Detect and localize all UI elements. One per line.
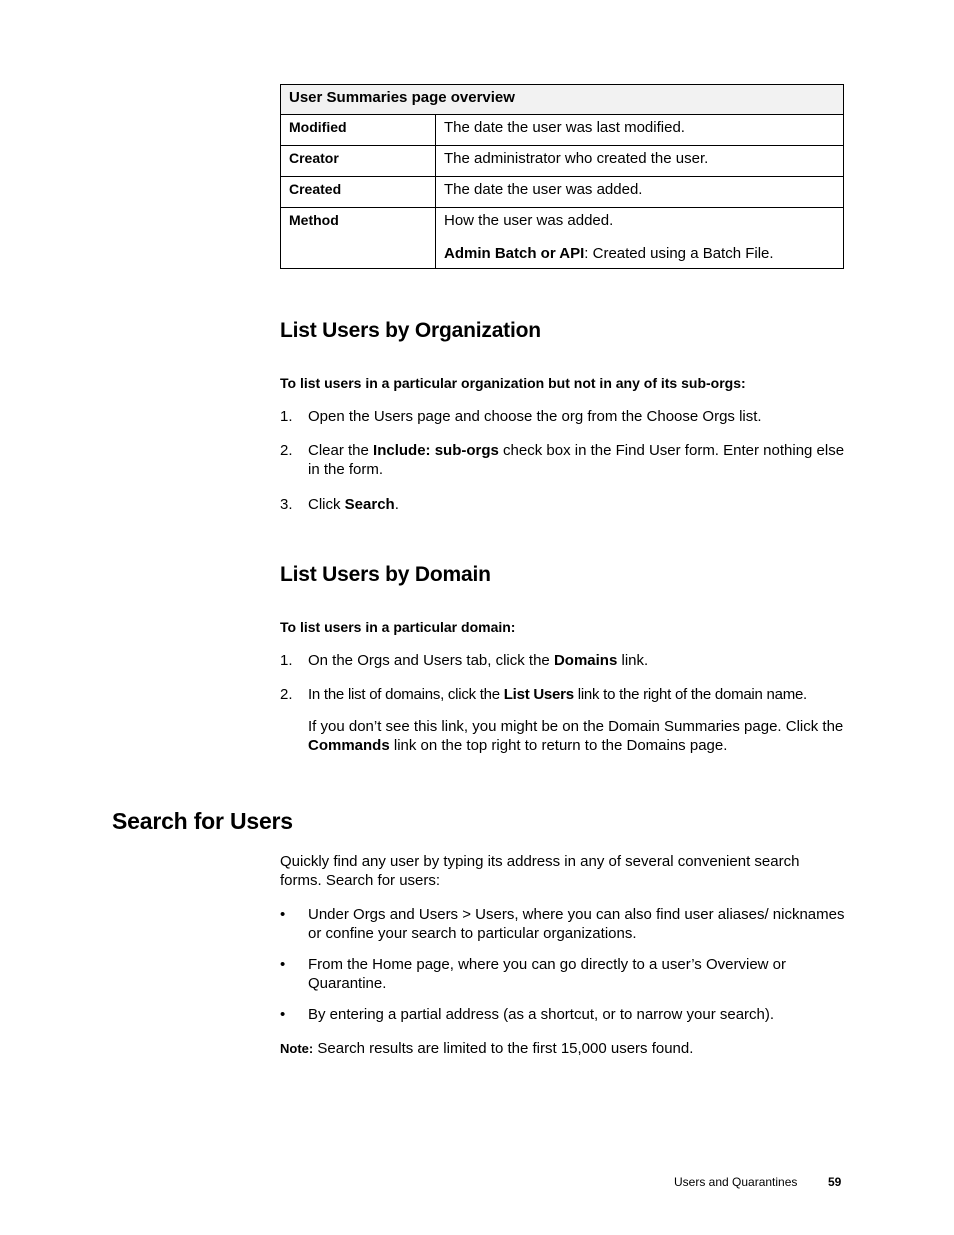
- table-row: [281, 146, 844, 177]
- method-extra-rest: : Created using a Batch File.: [584, 245, 774, 262]
- table-desc: The date the user was last modified.: [436, 115, 844, 146]
- table-desc: The administrator who created the user.: [436, 146, 844, 177]
- domain-section-title: List Users by Domain: [280, 563, 491, 586]
- table-desc: The date the user was added.: [436, 177, 844, 208]
- bullet-text: Under Orgs and Users > Users, where you can also find user aliases/ nicknames or confine your search to particular organizations.: [308, 906, 845, 942]
- step-text: On the Orgs and Users tab, click the Domains link.: [308, 652, 649, 669]
- note-text: Search results are limited to the first 15,000 users found.: [313, 1040, 694, 1057]
- step-text: Click Search.: [308, 496, 399, 513]
- step-number: 1.: [280, 408, 293, 425]
- method-extra: [444, 245, 835, 268]
- step-text: Open the Users page and choose the org from the Choose Orgs list.: [308, 408, 762, 425]
- method-extra-bold: Admin Batch or API: [444, 245, 585, 262]
- page-number: 59: [828, 1175, 842, 1189]
- bullet-text: From the Home page, where you can go directly to a user’s Overview or Quarantine.: [308, 956, 786, 992]
- bullet: •: [280, 1006, 286, 1023]
- step-text: Clear the Include: sub-orgs check box in the Find User form. Enter nothing else in the form.: [308, 442, 845, 478]
- footer-chapter: Users and Quarantines: [674, 1175, 798, 1189]
- method-desc: How the user was added.: [444, 212, 614, 229]
- table-term: Creator: [281, 146, 436, 177]
- org-section-lead: To list users in a particular organization but not in any of its sub-orgs:: [280, 375, 746, 391]
- user-summaries-table: [280, 84, 844, 269]
- note-label: Note:: [280, 1041, 314, 1056]
- domain-note: If you don’t see this link, you might be on the Domain Summaries page. Click the Commands link on the top right to return to the Domains page.: [308, 718, 844, 754]
- bullet: •: [280, 956, 286, 973]
- search-section-title: Search for Users: [112, 808, 293, 834]
- table-term: Modified: [281, 115, 436, 146]
- domain-section-lead: To list users in a particular domain:: [280, 619, 516, 635]
- table-desc-method: [436, 208, 844, 269]
- table-row: [281, 115, 844, 146]
- bullet: •: [280, 906, 286, 923]
- step-number: 2.: [280, 442, 293, 459]
- table-row: [281, 177, 844, 208]
- org-section-title: List Users by Organization: [280, 319, 541, 342]
- step-number: 1.: [280, 652, 293, 669]
- search-intro: Quickly find any user by typing its address in any of several convenient search forms. Search for users:: [280, 853, 800, 889]
- table-header: User Summaries page overview: [281, 85, 844, 115]
- table-term: Created: [281, 177, 436, 208]
- table-row: [281, 208, 844, 269]
- step-number: 3.: [280, 496, 293, 513]
- bullet-text: By entering a partial address (as a shortcut, or to narrow your search).: [308, 1006, 775, 1023]
- step-number: 2.: [280, 686, 293, 703]
- table-term: Method: [281, 208, 436, 269]
- search-note: [280, 1039, 845, 1058]
- step-text: In the list of domains, click the List Users link to the right of the domain name.: [308, 686, 807, 703]
